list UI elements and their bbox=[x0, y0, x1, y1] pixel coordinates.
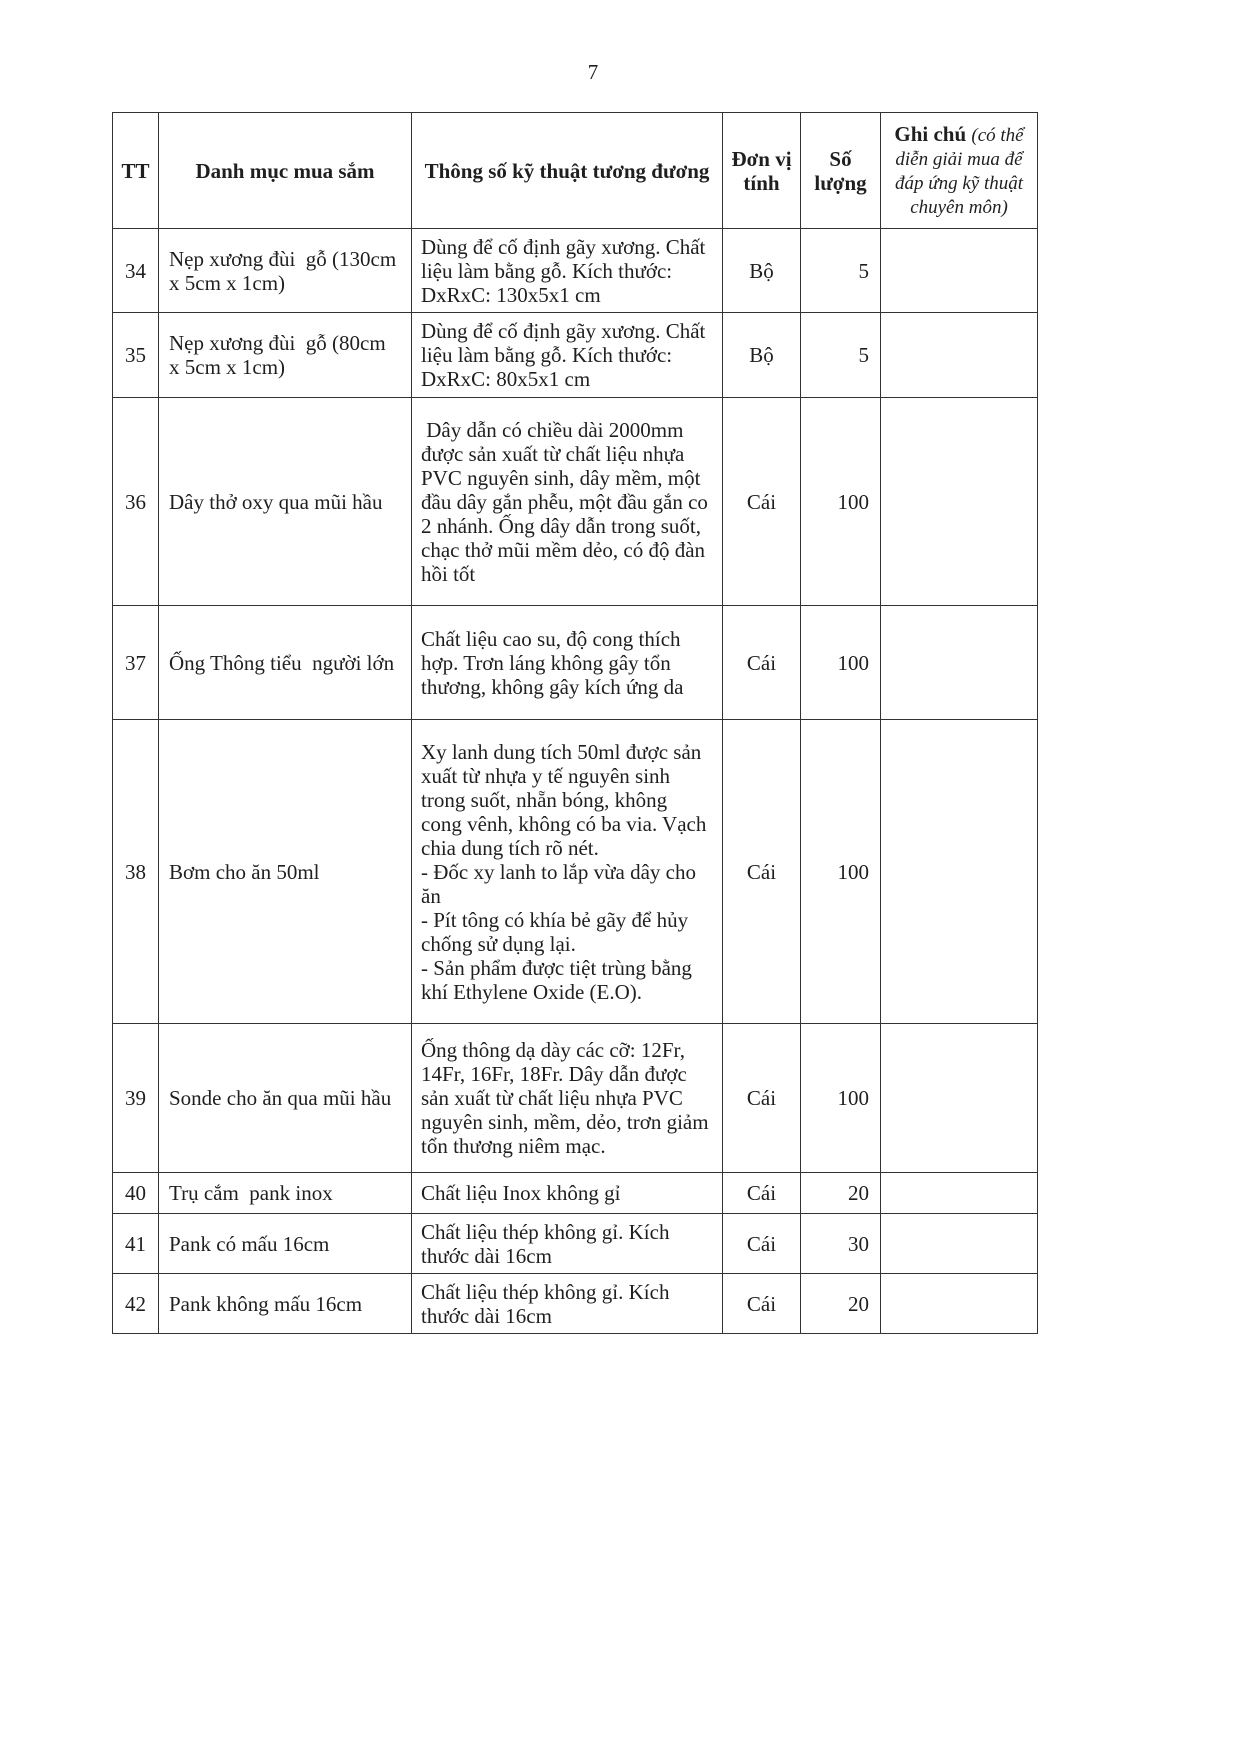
cell-quantity: 5 bbox=[801, 229, 881, 313]
header-notes-hint: (có thể diễn giải mua để đáp ứng kỹ thuật chuyên môn) bbox=[894, 124, 1024, 218]
cell-no: 36 bbox=[113, 398, 159, 606]
table-row bbox=[113, 1024, 1038, 1173]
cell-unit: Cái bbox=[723, 398, 801, 606]
cell-notes bbox=[881, 1173, 1038, 1214]
cell-quantity: 100 bbox=[801, 398, 881, 606]
cell-quantity: 100 bbox=[801, 1024, 881, 1173]
table-row bbox=[113, 229, 1038, 313]
cell-no: 35 bbox=[113, 313, 159, 398]
cell-spec: Chất liệu Inox không gỉ bbox=[412, 1173, 723, 1214]
header-item: Danh mục mua sắm bbox=[159, 113, 412, 229]
cell-quantity: 5 bbox=[801, 313, 881, 398]
table-row bbox=[113, 1274, 1038, 1334]
cell-no: 40 bbox=[113, 1173, 159, 1214]
cell-unit: Cái bbox=[723, 1024, 801, 1173]
table-body bbox=[113, 229, 1038, 1334]
cell-item: Dây thở oxy qua mũi hầu bbox=[159, 398, 412, 606]
cell-unit: Cái bbox=[723, 1214, 801, 1274]
cell-quantity: 20 bbox=[801, 1173, 881, 1214]
header-notes-title: Ghi chú bbox=[894, 121, 967, 146]
cell-item: Ống Thông tiểu người lớn bbox=[159, 606, 412, 720]
cell-no: 38 bbox=[113, 720, 159, 1024]
cell-item: Pank có mấu 16cm bbox=[159, 1214, 412, 1274]
cell-spec: Chất liệu cao su, độ cong thích hợp. Trơn láng không gây tổn thương, không gây kích ứng da bbox=[412, 606, 723, 720]
cell-unit: Cái bbox=[723, 606, 801, 720]
header-row bbox=[113, 113, 1038, 229]
cell-no: 34 bbox=[113, 229, 159, 313]
header-spec: Thông số kỹ thuật tương đương bbox=[412, 113, 723, 229]
cell-quantity: 20 bbox=[801, 1274, 881, 1334]
cell-item: Nẹp xương đùi gỗ (130cm x 5cm x 1cm) bbox=[159, 229, 412, 313]
table-row bbox=[113, 398, 1038, 606]
cell-item: Bơm cho ăn 50ml bbox=[159, 720, 412, 1024]
cell-spec: Ống thông dạ dày các cỡ: 12Fr, 14Fr, 16Fr, 18Fr. Dây dẫn được sản xuất từ chất liệu nhựa PVC nguyên sinh, mềm, dẻo, trơn giảm tổn thương niêm mạc. bbox=[412, 1024, 723, 1173]
cell-item: Sonde cho ăn qua mũi hầu bbox=[159, 1024, 412, 1173]
table-row bbox=[113, 313, 1038, 398]
cell-no: 39 bbox=[113, 1024, 159, 1173]
cell-notes bbox=[881, 313, 1038, 398]
cell-notes bbox=[881, 720, 1038, 1024]
cell-spec: Dây dẫn có chiều dài 2000mm được sản xuất từ chất liệu nhựa PVC nguyên sinh, dây mềm, một đầu dây gắn phễu, một đầu gắn co 2 nhánh. Ống dây dẫn trong suốt, chạc thở mũi mềm dẻo, có độ đàn hồi tốt bbox=[412, 398, 723, 606]
cell-notes bbox=[881, 398, 1038, 606]
cell-notes bbox=[881, 1024, 1038, 1173]
cell-notes bbox=[881, 1274, 1038, 1334]
cell-unit: Cái bbox=[723, 1173, 801, 1214]
table-header bbox=[113, 113, 1038, 229]
cell-item: Pank không mấu 16cm bbox=[159, 1274, 412, 1334]
cell-quantity: 100 bbox=[801, 720, 881, 1024]
page-number: 7 bbox=[587, 60, 599, 84]
header-no: TT bbox=[113, 113, 159, 229]
header-notes bbox=[881, 113, 1038, 229]
table-row bbox=[113, 1173, 1038, 1214]
cell-notes bbox=[881, 1214, 1038, 1274]
cell-unit: Cái bbox=[723, 1274, 801, 1334]
procurement-table bbox=[112, 112, 1038, 1334]
cell-unit: Bộ bbox=[723, 229, 801, 313]
cell-notes bbox=[881, 606, 1038, 720]
cell-unit: Bộ bbox=[723, 313, 801, 398]
cell-no: 42 bbox=[113, 1274, 159, 1334]
cell-unit: Cái bbox=[723, 720, 801, 1024]
cell-notes bbox=[881, 229, 1038, 313]
cell-item: Trụ cắm pank inox bbox=[159, 1173, 412, 1214]
cell-spec: Xy lanh dung tích 50ml được sản xuất từ nhựa y tế nguyên sinh trong suốt, nhẵn bóng, không cong vênh, không có ba via. Vạch chia dung tích rõ nét. - Đốc xy lanh to lắp vừa dây cho ăn - Pít tông có khía bẻ gãy để hủy chống sử dụng lại. - Sản phẩm được tiệt trùng bằng khí Ethylene Oxide (E.O). bbox=[412, 720, 723, 1024]
header-unit: Đơn vị tính bbox=[723, 113, 801, 229]
cell-item: Nẹp xương đùi gỗ (80cm x 5cm x 1cm) bbox=[159, 313, 412, 398]
cell-spec: Dùng để cố định gãy xương. Chất liệu làm bằng gỗ. Kích thước: DxRxC: 130x5x1 cm bbox=[412, 229, 723, 313]
table-row bbox=[113, 720, 1038, 1024]
cell-spec: Chất liệu thép không gỉ. Kích thước dài 16cm bbox=[412, 1274, 723, 1334]
table-row bbox=[113, 606, 1038, 720]
cell-no: 37 bbox=[113, 606, 159, 720]
cell-quantity: 30 bbox=[801, 1214, 881, 1274]
cell-quantity: 100 bbox=[801, 606, 881, 720]
cell-spec: Dùng để cố định gãy xương. Chất liệu làm bằng gỗ. Kích thước: DxRxC: 80x5x1 cm bbox=[412, 313, 723, 398]
table-row bbox=[113, 1214, 1038, 1274]
cell-no: 41 bbox=[113, 1214, 159, 1274]
header-quantity: Số lượng bbox=[801, 113, 881, 229]
cell-spec: Chất liệu thép không gỉ. Kích thước dài 16cm bbox=[412, 1214, 723, 1274]
header-notes-text bbox=[884, 123, 1034, 219]
